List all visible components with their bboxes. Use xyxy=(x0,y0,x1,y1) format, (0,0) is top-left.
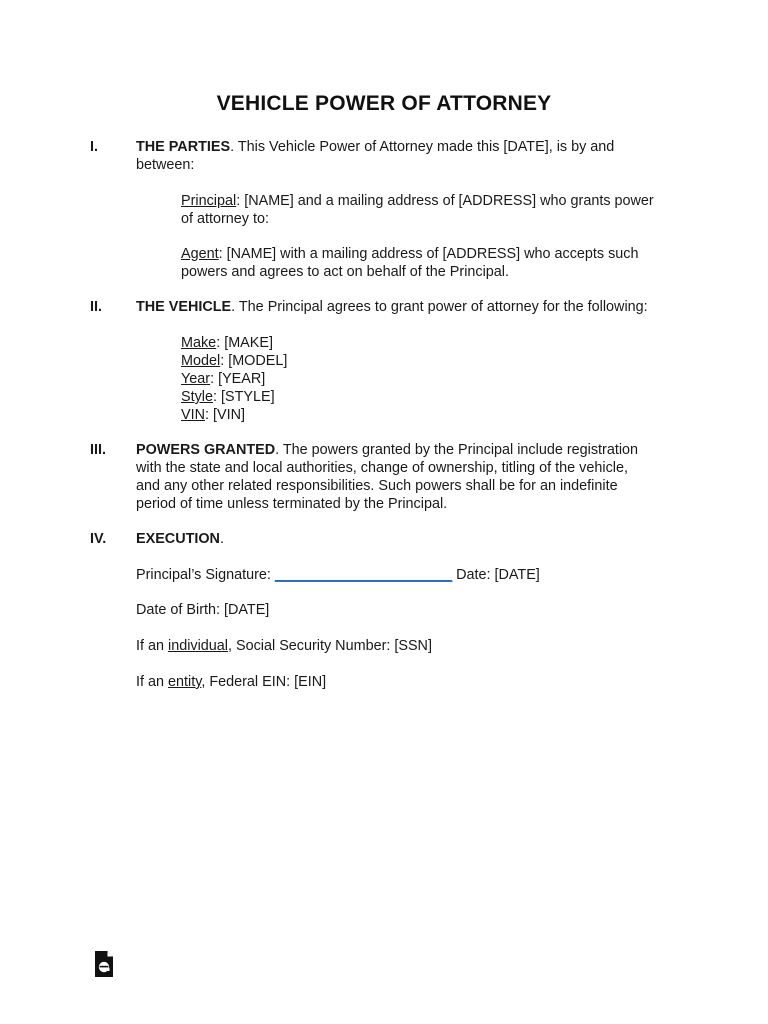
section-number: III. xyxy=(90,442,106,458)
section-body: POWERS GRANTED. The powers granted by the Principal include registration with the state and local authorities, change of ownership, titling of the vehicle, and any other related responsibilities. Such powers shall be for an indefinite period of time unless terminated by the Principal. xyxy=(136,442,639,512)
eforms-logo-icon xyxy=(94,950,114,978)
date-of-birth-line: Date of Birth: [DATE] xyxy=(136,602,270,618)
document-title: VEHICLE POWER OF ATTORNEY xyxy=(216,92,552,115)
signature-field[interactable]: _______________________ xyxy=(274,567,453,583)
vehicle-field-style: Style: [STYLE] xyxy=(181,389,275,405)
agent-paragraph: Agent: [NAME] with a mailing address of [ADDRESS] who accepts such powers and agrees to act on behalf of the Principal. xyxy=(181,246,639,280)
signature-line: Principal’s Signature: _______________________ Date: [DATE] xyxy=(136,567,540,583)
vehicle-field-make: Make: [MAKE] xyxy=(181,335,273,351)
vehicle-field-model: Model: [MODEL] xyxy=(181,353,288,369)
section-heading: POWERS GRANTED xyxy=(136,442,276,458)
principal-label: Principal xyxy=(181,193,237,209)
vehicle-field-vin: VIN: [VIN] xyxy=(181,407,245,423)
principal-paragraph: Principal: [NAME] and a mailing address of [ADDRESS] who grants power of attorney to: xyxy=(181,193,654,227)
ein-line: If an entity, Federal EIN: [EIN] xyxy=(136,674,327,690)
section-heading: EXECUTION xyxy=(136,531,220,547)
section-body: THE PARTIES. This Vehicle Power of Attorney made this [DATE], is by and between: xyxy=(136,139,615,173)
vehicle-field-year: Year: [YEAR] xyxy=(181,371,266,387)
section-body: EXECUTION. xyxy=(136,531,224,547)
section-number: I. xyxy=(90,139,98,155)
section-heading: THE PARTIES xyxy=(136,139,231,155)
vehicle-fields xyxy=(181,334,681,424)
agent-label: Agent xyxy=(181,246,219,262)
section-heading: THE VEHICLE xyxy=(136,299,232,315)
section-body: THE VEHICLE. The Principal agrees to grant power of attorney for the following: xyxy=(136,299,648,315)
section-number: IV. xyxy=(90,531,107,547)
ssn-line: If an individual, Social Security Number: [SSN] xyxy=(136,638,432,654)
section-number: II. xyxy=(90,299,102,315)
